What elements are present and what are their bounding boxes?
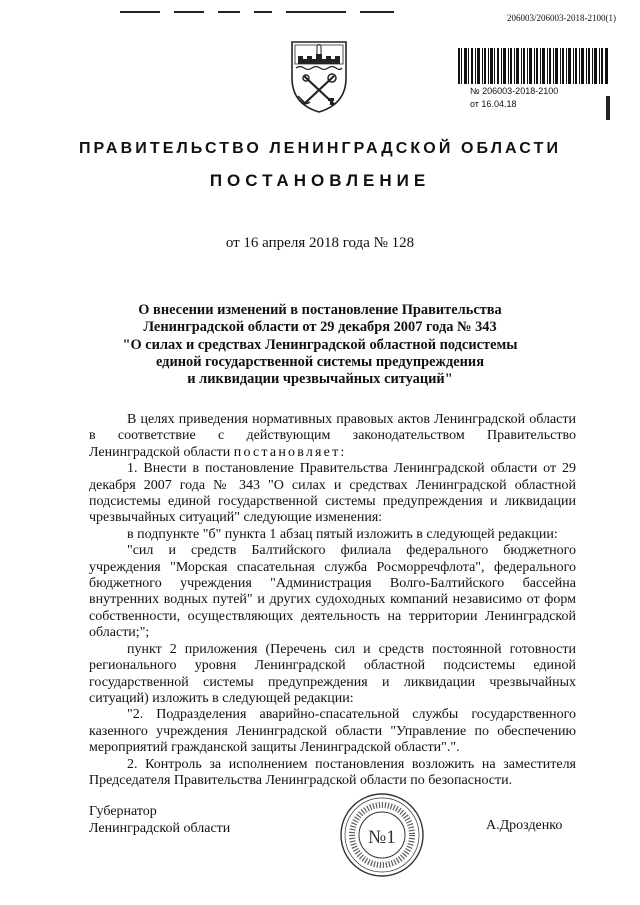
document-date-number: от 16 апреля 2018 года № 128 bbox=[225, 235, 415, 251]
signatory-title-line: Ленинградской области bbox=[89, 821, 231, 836]
heading-line: О внесении изменений в постановление Правительства bbox=[138, 302, 502, 318]
document-heading bbox=[100, 302, 540, 388]
barcode-icon bbox=[458, 48, 608, 84]
coat-of-arms-icon bbox=[286, 34, 352, 114]
signatory-title-line: Губернатор bbox=[89, 804, 157, 819]
subitem-b-paragraph: в подпункте "б" пункта 1 абзац пятый изложить в следующей редакции: bbox=[127, 526, 558, 542]
heading-line: "О силах и средствах Ленинградской областной подсистемы bbox=[122, 336, 518, 353]
official-stamp-icon bbox=[339, 792, 425, 878]
point-2-quote: "2. Подразделения аварийно-спасательной службы государственного казенного учреждения Ленинградской области "Управление по обеспечению мероприятий гражданской защиты Ленинградской области".". bbox=[89, 707, 576, 756]
authority-title: ПРАВИТЕЛЬСТВО ЛЕНИНГРАДСКОЙ ОБЛАСТИ bbox=[78, 140, 562, 157]
document-body bbox=[89, 412, 576, 789]
document-type: ПОСТАНОВЛЕНИЕ bbox=[209, 171, 431, 190]
signatory-name: А.Дрозденко bbox=[486, 818, 563, 833]
point-2-paragraph: пункт 2 приложения (Перечень сил и средств постоянной готовности регионального уровня Ленинградской областной подсистемы единой государственной системы предупреждения и ликвидации чрезвычайных ситуаций) изложить в следующей редакции: bbox=[89, 641, 576, 706]
registration-code: 206003/206003-2018-2100(1) bbox=[507, 13, 616, 23]
subitem-b-quote: "сил и средств Балтийского филиала федерального бюджетного учреждения "Морская спасательная служба Росморречфлота", федерального бюджетного учреждения "Администрация Волго-Балтийского бассейна внутренних водных путей" и других судоходных компаний независимо от форм собственности, осуществляющих деятельность на территории Ленинградской области;"; bbox=[89, 543, 576, 641]
scan-artifact-line bbox=[120, 0, 440, 2]
barcode-number: № 206003-2018-2100 bbox=[470, 86, 559, 96]
item-1-paragraph: 1. Внести в постановление Правительства Ленинградской области от 29 декабря 2007 года № 343 "О силах и средствах Ленинградской областной подсистемы единой государственной системы предупреждения и ликвидации чрезвычайных ситуаций" следующие изменения: bbox=[89, 461, 576, 526]
scan-side-mark bbox=[606, 96, 610, 120]
heading-line: Ленинградской области от 29 декабря 2007 года № 343 bbox=[143, 319, 497, 336]
item-2-paragraph: 2. Контроль за исполнением постановления возложить на заместителя Председателя Правительства Ленинградской области по безопасности. bbox=[89, 756, 576, 788]
heading-line: единой государственной системы предупреждения bbox=[155, 353, 485, 370]
preamble-paragraph bbox=[89, 412, 576, 461]
decree-word: постановляет: bbox=[233, 444, 347, 460]
stamp-number: №1 bbox=[368, 827, 396, 848]
heading-line: и ликвидации чрезвычайных ситуаций" bbox=[187, 371, 453, 388]
preamble-text: В целях приведения нормативных правовых актов Ленинградской области в соответствие с действующим законодательством Правительство Ленинградской области bbox=[89, 412, 576, 460]
barcode-date: от 16.04.18 bbox=[470, 99, 517, 109]
signatory-title bbox=[89, 803, 230, 837]
